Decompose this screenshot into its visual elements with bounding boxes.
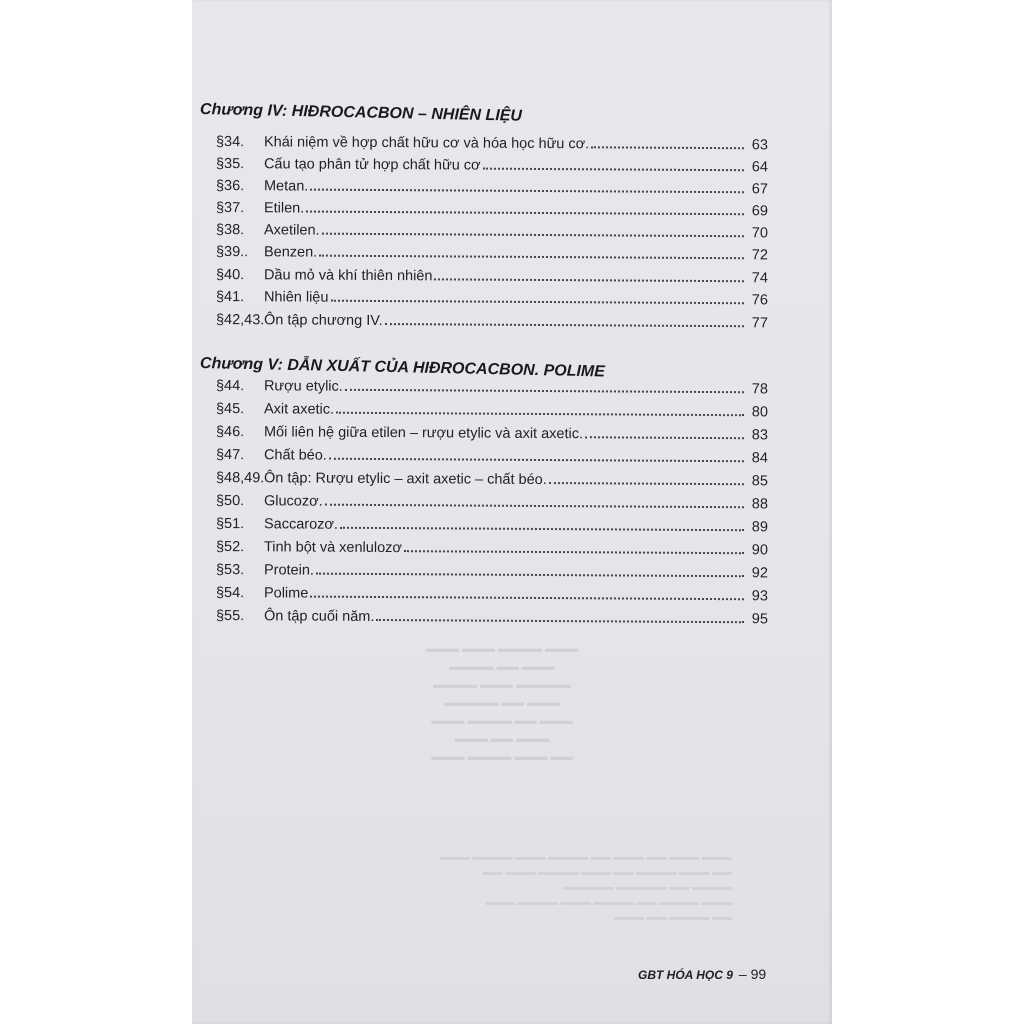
section-number: §54.	[215, 585, 245, 602]
toc-entry[interactable]	[216, 441, 768, 466]
leader-dots	[340, 523, 744, 531]
section-number: §35.	[215, 156, 245, 173]
page-number: 77	[751, 315, 769, 332]
section-number: §47.	[215, 447, 245, 464]
toc-entry[interactable]	[216, 533, 768, 558]
section-title: Khái niệm về hợp chất hữu cơ và hóa học hữu cơ.	[263, 134, 590, 153]
page-number: 84	[751, 450, 769, 467]
section-title: Cấu tạo phân tử hợp chất hữu cơ	[263, 156, 481, 174]
leader-dots	[549, 478, 744, 485]
section-number: §50.	[215, 493, 245, 510]
leader-dots	[322, 229, 744, 238]
page-number: 78	[751, 381, 769, 398]
leader-dots	[483, 164, 744, 172]
toc-entry[interactable]	[216, 579, 768, 604]
section-number: §38.	[215, 222, 245, 239]
toc-entry[interactable]	[216, 464, 768, 489]
leader-dots	[345, 385, 744, 393]
section-title: Protein.	[263, 562, 315, 579]
section-title: Saccarozơ.	[263, 516, 339, 533]
page-number: 63	[751, 137, 769, 154]
section-number: §36.	[215, 178, 245, 195]
leader-dots	[591, 142, 744, 149]
section-title: Axit axetic.	[263, 401, 335, 418]
section-title: Rượu etylic.	[263, 378, 343, 395]
section-title: Ôn tập cuối năm.	[263, 608, 375, 625]
page-number: 93	[751, 588, 769, 605]
page-number: 85	[751, 473, 769, 490]
chapter-heading: Chương V: DẪN XUẤT CỦA HIĐROCACBON. POLIME	[199, 355, 606, 381]
section-title: Etilen.	[263, 200, 305, 217]
section-number: §51.	[215, 516, 245, 533]
leader-dots	[325, 500, 744, 509]
toc-entry[interactable]	[216, 372, 768, 397]
section-number: §45.	[215, 401, 245, 418]
section-title: Chất béo.	[263, 447, 327, 464]
page-number: 89	[751, 519, 769, 536]
leader-dots	[434, 274, 744, 282]
page-number: 92	[751, 565, 769, 582]
toc-entry[interactable]	[216, 487, 768, 512]
section-title: Metan.	[263, 178, 309, 195]
leader-dots	[330, 296, 744, 305]
section-number: §48,49.	[215, 470, 265, 487]
leader-dots	[310, 592, 744, 601]
page-footer	[638, 966, 766, 982]
section-number: §55.	[215, 608, 245, 625]
page-number: 74	[751, 270, 769, 287]
section-number: §44.	[215, 378, 245, 395]
chapter-heading: Chương IV: HIĐROCACBON – NHIÊN LIỆU	[199, 101, 523, 125]
section-title: Benzen.	[263, 244, 318, 261]
section-number: §52.	[215, 539, 245, 556]
leader-dots	[319, 251, 744, 260]
bleed-through-imprint: ▬▬▬ ▬▬▬ ▬▬ ▬▬▬ ▬▬ ▬▬▬▬ ▬▬▬ ▬▬▬▬ ▬▬▬ ▬▬ ▬▬▬ ▬▬▬▬ ▬▬ ▬▬▬ ▬▬▬▬ ▬▬▬ ▬▬ ▬▬▬▬ ▬▬ ▬▬▬▬▬ ▬▬▬▬▬ ▬▬▬ ▬▬▬▬ ▬▬ ▬▬▬▬ ▬▬▬ ▬▬▬▬ ▬▬▬ ▬▬ ▬▬▬▬ ▬▬ ▬▬▬	[439, 852, 732, 923]
bleed-through-text: ▬▬▬ ▬▬▬▬ ▬▬▬ ▬▬▬ ▬▬▬ ▬▬ ▬▬▬▬ ▬▬▬▬▬ ▬▬▬ ▬▬▬▬ ▬▬▬ ▬▬ ▬▬▬▬▬ ▬▬▬ ▬▬ ▬▬▬▬ ▬▬▬ ▬▬▬ ▬▬ ▬▬▬ ▬▬ ▬▬▬ ▬▬▬▬ ▬▬▬	[425, 643, 579, 763]
section-number: §42,43.	[215, 312, 265, 329]
leader-dots	[585, 432, 744, 439]
section-number: §37.	[215, 200, 245, 217]
section-number: §39..	[215, 244, 249, 261]
book-page	[192, 0, 832, 1024]
page-number: 88	[751, 496, 769, 513]
toc-entry[interactable]	[216, 510, 768, 535]
section-title: Mối liên hệ giữa etilen – rượu etylic và axit axetic.	[263, 424, 584, 443]
section-number: §53.	[215, 562, 245, 579]
page-number: 80	[751, 404, 769, 421]
footer-page-number: – 99	[738, 966, 767, 982]
toc-entry[interactable]	[216, 602, 768, 627]
section-title: Nhiên liệu	[263, 289, 329, 306]
leader-dots	[306, 207, 744, 216]
book-title: GBT HÓA HỌC 9	[638, 968, 733, 982]
page-number: 95	[751, 611, 769, 628]
section-title: Tinh bột và xenlulozơ	[263, 539, 402, 557]
section-title: Glucozơ.	[263, 493, 323, 510]
page-number: 69	[751, 203, 769, 220]
leader-dots	[404, 546, 744, 554]
page-number: 83	[751, 427, 769, 444]
leader-dots	[336, 408, 744, 416]
toc-entry[interactable]	[216, 283, 768, 308]
page-number: 72	[751, 247, 769, 264]
section-number: §41.	[215, 289, 245, 306]
page-number: 64	[751, 159, 769, 176]
leader-dots	[316, 569, 744, 578]
leader-dots	[385, 319, 744, 327]
leader-dots	[376, 615, 744, 623]
section-title: Ôn tập: Rượu etylic – axit axetic – chất béo.	[263, 470, 547, 489]
toc-entry[interactable]	[216, 238, 768, 263]
section-number: §46.	[215, 424, 245, 441]
toc-entry[interactable]	[216, 306, 768, 331]
toc-entry[interactable]	[216, 556, 768, 581]
section-title: Ôn tập chương IV.	[263, 312, 383, 330]
toc-entry[interactable]	[216, 395, 768, 420]
section-number: §40.	[215, 267, 245, 284]
page-number: 67	[751, 181, 769, 198]
section-title: Polime	[263, 585, 309, 602]
toc-entry[interactable]	[216, 418, 768, 443]
leader-dots	[310, 185, 744, 194]
section-title: Axetilen.	[263, 222, 320, 239]
section-title: Dầu mỏ và khí thiên nhiên	[263, 267, 433, 285]
page-number: 76	[751, 292, 769, 309]
page-number: 70	[751, 225, 769, 242]
page-number: 90	[751, 542, 769, 559]
leader-dots	[329, 454, 744, 463]
section-number: §34.	[215, 134, 245, 151]
